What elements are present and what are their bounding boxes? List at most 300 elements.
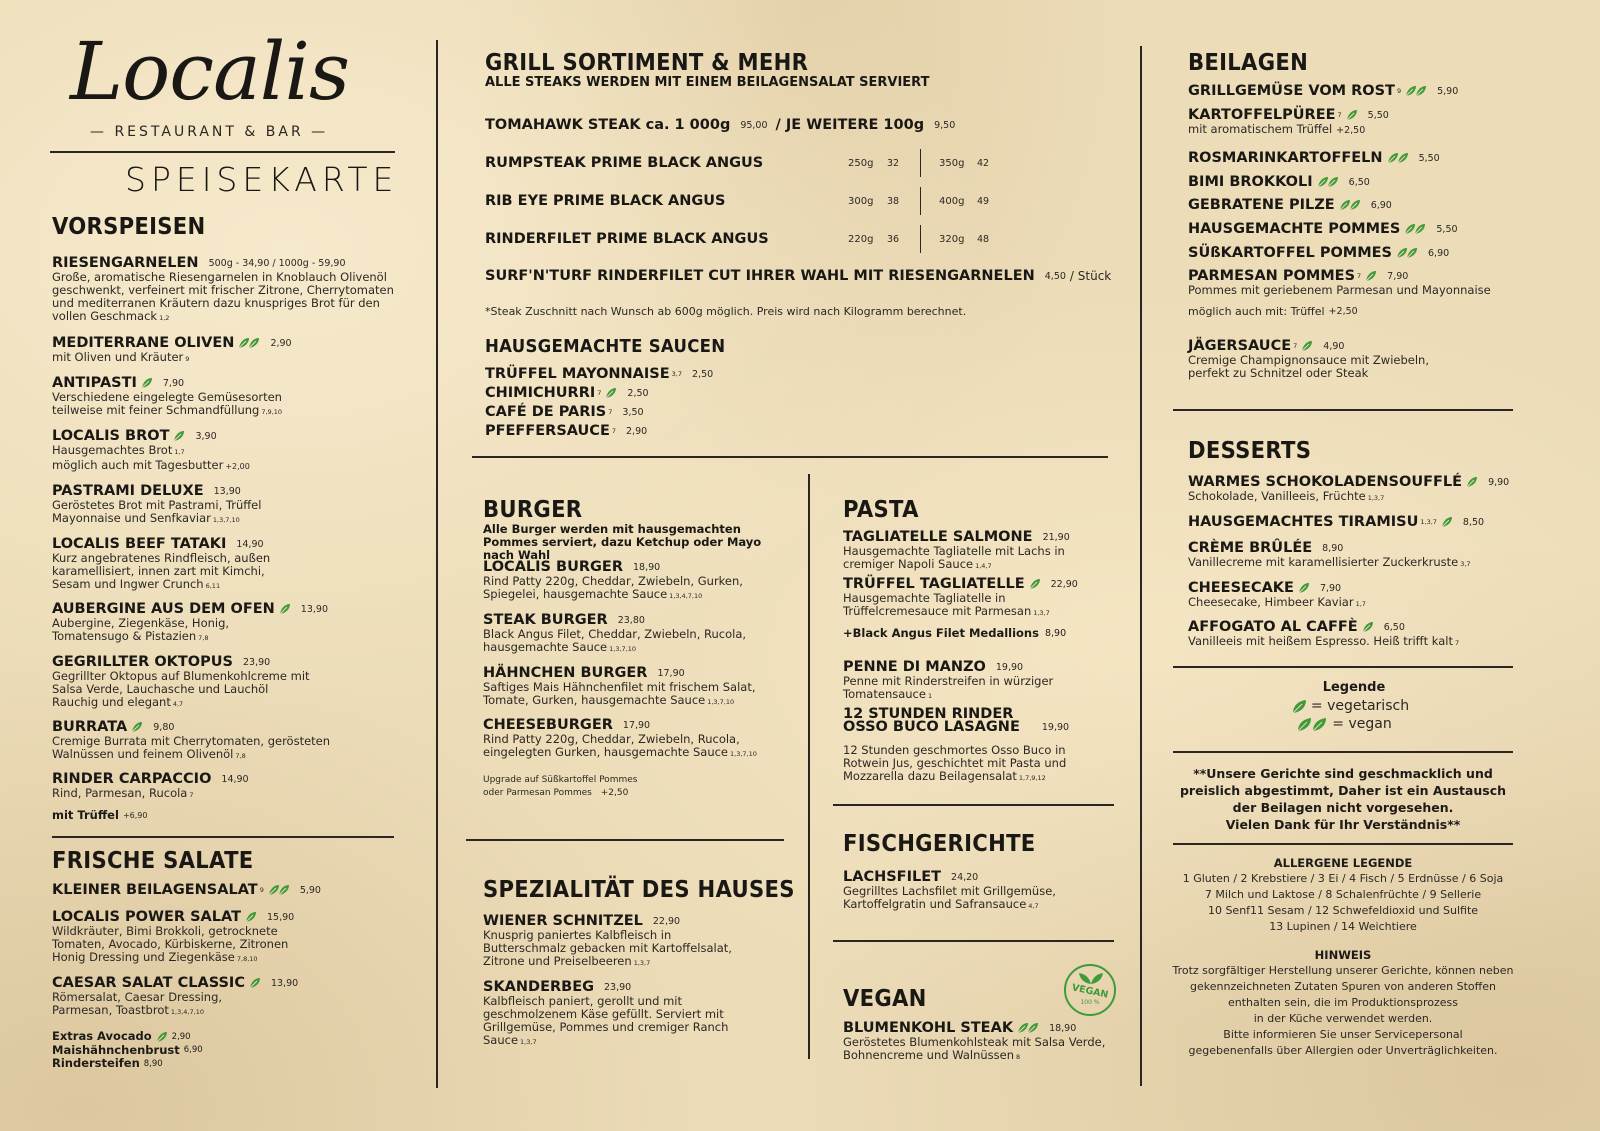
hinweis-line: gegebenenfalls über Allergien oder Unverträglichkeiten. (1188, 1044, 1498, 1057)
legende-veg: = vegetarisch (1310, 698, 1410, 714)
menu-item-header (483, 913, 793, 929)
menu-item-price: 23,80 (617, 614, 645, 626)
section-title-pasta: PASTA (843, 497, 919, 523)
section-title-vorspeisen: VORSPEISEN (52, 214, 206, 240)
sauce-item (485, 423, 785, 439)
menu-item-desc (1188, 123, 1518, 137)
hinweis-line: Trotz sorgfältiger Herstellung unserer Gerichte, können neben (1172, 964, 1514, 977)
menu-item-price: 6,50 (1348, 176, 1370, 188)
burger-subtitle: Alle Burger werden mit hausgemachten Pommes serviert, dazu Ketchup oder Mayo nach Wahl (483, 522, 762, 562)
hinweis-line: Bitte informieren Sie unser Servicepersonal (1223, 1028, 1463, 1041)
menu-item-header (52, 909, 407, 925)
pasta-addon-price: 8,90 (1044, 627, 1067, 639)
steak-weight-1: 250g (848, 158, 874, 169)
menu-item-desc (483, 628, 783, 656)
menu-item-price: 3,90 (195, 430, 217, 442)
menu-item-extra-text: mit Trüffel (52, 808, 119, 822)
menu-item-allergens: 7,8 (198, 634, 209, 642)
divider-pasta (833, 804, 1114, 806)
menu-item-price: 17,90 (622, 719, 651, 731)
menu-item-allergens: 7,8 (235, 752, 246, 760)
menu-item-desc-text: Hausgemachte Tagliatelle in Trüffelcremesauce mit Parmesan (843, 591, 1032, 618)
menu-item-name: CHEESECAKE (1188, 580, 1294, 596)
double-leaf-icon (268, 884, 290, 896)
menu-item-price: 23,90 (604, 981, 632, 993)
menu-item-allergens: 8 (1016, 1053, 1021, 1061)
burger-item (483, 665, 793, 709)
leaf-icon (156, 1031, 168, 1043)
menu-item-header (52, 255, 407, 271)
menu-item-price: 2,50 (627, 387, 649, 399)
salat-extra-price: 2,90 (171, 1031, 191, 1042)
hinweis-title: HINWEIS (1314, 948, 1372, 962)
steak-note: *Steak Zuschnitt nach Wunsch ab 600g möglich. Preis wird nach Kilogramm berechnet. (485, 305, 967, 318)
menu-item-name: ANTIPASTI (52, 375, 137, 391)
menu-item-extra-price: +6,90 (122, 810, 148, 820)
vorspeise-item (52, 255, 407, 325)
vorspeise-item (52, 601, 407, 645)
menu-item-name: MEDITERRANE OLIVEN (52, 335, 235, 351)
menu-item-desc-text: Cremige Burrata mit Cherrytomaten, gerösteten Walnüssen und feinem Olivenöl (52, 734, 331, 761)
menu-item-price: 7,90 (1319, 582, 1342, 594)
section-burger (483, 497, 793, 562)
section-title-desserts: DESSERTS (1188, 438, 1312, 464)
steak-price-2: 49 (977, 196, 990, 207)
legende (1173, 680, 1513, 732)
double-leaf-icon (1396, 247, 1418, 259)
menu-item-allergens: 7,8,10 (236, 955, 258, 963)
vorspeise-item (52, 536, 407, 593)
section-pasta (843, 497, 1123, 523)
menu-item-desc-text: Große, aromatische Riesengarnelen in Knoblauch Olivenöl geschwenkt, verfeinert mit frischer Zitrone, Cherrytomaten und mediterranen Kräutern dazu knuspriges Brot für den vollen Geschmack (52, 270, 394, 323)
menu-item-name: TRÜFFEL TAGLIATELLE (843, 576, 1025, 592)
logo-tagline: — RESTAURANT & BAR — (90, 124, 329, 140)
dessert-item (1188, 514, 1528, 530)
pasta-item (843, 708, 1123, 785)
hinweis-line: gekennzeichneten Zutaten Spuren von anderen Stoffen (1190, 980, 1496, 993)
menu-item-name: 12 STUNDEN RINDER (843, 706, 1014, 722)
section-spezialitaet (483, 877, 793, 903)
menu-item-name: HÄHNCHEN BURGER (483, 665, 648, 681)
pasta-addon-text: +Black Angus Filet Medallions (843, 626, 1039, 640)
truffle-note-text: möglich auch mit: Trüffel (1188, 305, 1325, 318)
menu-item-header (483, 665, 793, 681)
menu-item-desc-text: Cheesecake, Himbeer Kaviar (1188, 595, 1354, 609)
notice-line: **Unsere Gerichte sind geschmacklich und (1193, 766, 1493, 781)
leaf-icon (1362, 621, 1374, 633)
steak-price-2: 48 (977, 234, 990, 245)
menu-item-allergens: 7 (608, 408, 613, 416)
allergene-title: ALLERGENE LEGENDE (1273, 856, 1413, 870)
menu-item-price: 8,50 (1462, 516, 1485, 528)
double-leaf-icon (1405, 85, 1427, 97)
menu-item-allergens: 7 (1337, 111, 1342, 119)
menu-item-price: 13,90 (300, 603, 328, 615)
vorspeise-item (52, 375, 407, 419)
allergene-line: 10 Senf11 Sesam / 12 Schwefeldioxid und Sulfite (1207, 904, 1479, 917)
menu-item-price: 19,90 (1041, 722, 1070, 733)
menu-item-name: RIESENGARNELEN (52, 255, 199, 271)
menu-item-desc-text: Rind, Parmesan, Rucola (52, 786, 188, 800)
notice (1173, 765, 1513, 833)
menu-item-name: RINDER CARPACCIO (52, 771, 212, 787)
hinweis (1170, 947, 1516, 1059)
menu-item-header (843, 659, 1123, 675)
divider-notice (1173, 843, 1513, 845)
menu-item-name: PFEFFERSAUCE (485, 423, 610, 439)
menu-item-name: ROSMARINKARTOFFELN (1188, 150, 1383, 166)
section-title-spezialitaet: SPEZIALITÄT DES HAUSES (483, 877, 795, 903)
menu-item-price: 6,50 (1383, 621, 1405, 633)
menu-item-desc (52, 925, 297, 966)
menu-item-header (485, 404, 785, 420)
leaf-icon (1466, 476, 1478, 488)
burger-upgrade-text: Upgrade auf Süßkartoffel Pommes oder Parmesan Pommes (483, 775, 638, 798)
menu-item-allergens: 3,7 (671, 370, 682, 378)
salat-item (52, 909, 407, 966)
notice-line: Vielen Dank für Ihr Verständnis** (1225, 817, 1461, 832)
section-vorspeisen (52, 214, 407, 240)
menu-item-price: 2,90 (270, 337, 292, 349)
menu-item-allergens: 4,7 (1028, 902, 1039, 910)
menu-item-desc-text: Hausgemachte Tagliatelle mit Lachs in cremiger Napoli Sauce (843, 544, 1065, 571)
menu-item-header (1188, 174, 1528, 190)
menu-item-header (1188, 83, 1528, 99)
section-title-vegan: VEGAN (843, 986, 927, 1012)
menu-item-desc (843, 592, 1068, 620)
beilage-item (1188, 221, 1528, 237)
menu-item-name: AUBERGINE AUS DEM OFEN (52, 601, 275, 617)
menu-item-price: 7,90 (1387, 270, 1409, 282)
menu-item-name: PASTRAMI DELUXE (52, 483, 204, 499)
menu-item-header (483, 559, 793, 575)
leaf-icon (1298, 582, 1310, 594)
vertical-divider-1 (436, 40, 438, 1088)
menu-item-price: 21,90 (1042, 531, 1070, 543)
menu-item-price: 13,90 (213, 485, 241, 497)
menu-item-desc-text: Gegrilltes Lachsfilet mit Grillgemüse, Kartoffelgratin und Safransauce (843, 884, 1056, 911)
menu-item-desc-text: Saftiges Mais Hähnchenfilet mit frischem Salat, Tomate, Gurken, hausgemachte Sauce (483, 680, 756, 707)
menu-item-price: 9,80 (153, 721, 175, 733)
menu-item-header (843, 869, 1123, 885)
menu-item-price: 5,90 (299, 884, 321, 896)
menu-item-desc-text: Geröstetes Brot mit Pastrami, Trüffel Mayonnaise und Senfkaviar (52, 498, 262, 525)
salat-item (52, 975, 407, 1019)
section-title-grill: GRILL SORTIMENT & MEHR (485, 50, 809, 76)
pasta-addon (843, 626, 1066, 640)
menu-item-name: GRILLGEMÜSE VOM ROST (1188, 83, 1395, 99)
leaf-icon (605, 387, 617, 399)
menu-item-header (1188, 245, 1528, 261)
section-title-beilagen: BEILAGEN (1188, 50, 1309, 76)
menu-item-price: 3,50 (622, 406, 644, 418)
leaf-icon (249, 977, 261, 989)
menu-item-desc-text: Vanilleeis mit heißem Espresso. Heiß trifft kalt (1188, 634, 1453, 648)
section-salate (52, 848, 407, 874)
menu-item-allergens: 9 (185, 355, 190, 363)
menu-item-header (1188, 268, 1528, 284)
surf-turf-price: 4,50 (1044, 270, 1066, 282)
menu-item-price: 14,90 (221, 773, 249, 785)
vegan-item (843, 1020, 1133, 1064)
menu-item-name: PARMESAN POMMES (1188, 268, 1356, 284)
menu-item-name: SÜßKARTOFFEL POMMES (1188, 245, 1392, 261)
surf-turf-unit: / Stück (1069, 269, 1112, 283)
menu-item-allergens: 1,3,7 (1033, 609, 1050, 617)
menu-item-desc (483, 575, 783, 603)
pasta-item (843, 529, 1123, 573)
menu-item-desc (52, 444, 312, 459)
menu-item-desc (52, 271, 400, 325)
fisch-item (843, 869, 1123, 913)
menu-item-allergens: 1,3,7,10 (212, 516, 240, 524)
menu-item-desc-text: mit Oliven und Kräuter (52, 350, 184, 364)
menu-item-name: STEAK BURGER (483, 612, 608, 628)
menu-item-desc (52, 552, 292, 593)
menu-item-price: 5,50 (1418, 152, 1440, 164)
double-leaf-icon (1296, 717, 1328, 732)
menu-item-name: HAUSGEMACHTE POMMES (1188, 221, 1401, 237)
menu-item-name: WARMES SCHOKOLADENSOUFFLÉ (1188, 474, 1463, 490)
menu-item-allergens: 3,7 (1460, 560, 1471, 568)
menu-item-desc-text: Pommes mit geriebenem Parmesan und Mayonnaise (1188, 283, 1491, 297)
menu-item-desc (483, 929, 758, 970)
menu-item-desc (52, 351, 352, 366)
notice-line: der Beilagen nicht vorgesehen. (1232, 800, 1454, 815)
menu-item-price: 5,50 (1367, 109, 1389, 121)
logo-divider (50, 151, 395, 153)
salat-extras (52, 1030, 252, 1071)
double-leaf-icon (238, 337, 260, 349)
menu-item-desc-text: Kalbfleisch paniert, gerollt und mit geschmolzenem Käse gefüllt. Serviert mit Grillgemüse, Pommes und cremiger Ranch Sauce (483, 994, 729, 1047)
allergene-legende (1173, 855, 1513, 935)
steak-price-2: 42 (977, 158, 990, 169)
menu-item-desc (52, 499, 292, 527)
menu-item-name: GEBRATENE PILZE (1188, 197, 1335, 213)
steak-weight-1: 220g (848, 234, 874, 245)
badge-leaf-icon (1078, 971, 1104, 985)
menu-item-allergens: 1,3,7,10 (609, 645, 637, 653)
spezialitaet-item (483, 913, 793, 970)
dessert-item (1188, 619, 1528, 650)
divider-beilagen (1173, 409, 1513, 411)
steak-price-1: 38 (887, 196, 900, 207)
menu-item-header (485, 366, 785, 382)
menu-item-header (843, 576, 1123, 592)
allergene-line: 13 Lupinen / 14 Weichtiere (1269, 920, 1417, 933)
menu-item-name: TRÜFFEL MAYONNAISE (485, 366, 670, 382)
menu-item-name: GEGRILLTER OKTOPUS (52, 654, 233, 670)
menu-item-desc-text: Schokolade, Vanilleeis, Früchte (1188, 489, 1366, 503)
menu-item-desc-text: Knusprig paniertes Kalbfleisch in Butterschmalz gebacken mit Kartoffelsalat, Zitrone und Preiselbeeren (483, 928, 732, 968)
divider-fisch (833, 940, 1114, 942)
menu-item-allergens: 1,3,7 (1420, 518, 1437, 526)
menu-item-desc-text: mit aromatischem Trüffel (1188, 122, 1333, 136)
menu-item-name: KARTOFFELPÜREE (1188, 107, 1336, 123)
menu-item-price: 7,90 (162, 377, 185, 389)
menu-item-header (52, 654, 407, 670)
leaf-icon (131, 721, 143, 733)
menu-item-desc-text: Geröstetes Blumenkohlsteak mit Salsa Verde, Bohnencreme und Walnüssen (843, 1035, 1106, 1062)
section-beilagen (1188, 50, 1528, 76)
beilage-item (1188, 197, 1528, 213)
beilage-item (1188, 174, 1528, 190)
menu-item-price: 22,90 (1050, 578, 1078, 590)
legende-vegan: = vegan (1332, 716, 1392, 732)
menu-item-header (52, 335, 407, 351)
menu-item-desc-text: Gegrillter Oktopus auf Blumenkohlcreme mit Salsa Verde, Lauchasche und Lauchöl Rauchig und elegant (52, 669, 310, 709)
steak-weight-1: 300g (848, 196, 874, 207)
menu-item-header (1188, 107, 1528, 123)
leaf-icon (173, 430, 185, 442)
menu-item-name2: OSSO BUCO LASAGNE (843, 719, 1020, 735)
truffle-note-price: +2,50 (1328, 306, 1358, 317)
menu-item-price: 14,90 (236, 538, 264, 550)
divider-burger (466, 839, 784, 841)
menu-item-header (1188, 580, 1528, 596)
menu-item-header (1188, 540, 1528, 556)
vegan-badge-label: VEGAN (1070, 982, 1110, 1001)
steak-weight-2: 400g (939, 196, 965, 207)
salat-extra-name: Rindersteifen (52, 1056, 140, 1070)
burger-upgrade-price: +2,50 (600, 788, 629, 798)
vorspeise-item (52, 654, 407, 711)
pasta-item (843, 659, 1123, 703)
steak-price-1: 32 (887, 158, 900, 169)
menu-item-price: 19,90 (995, 661, 1024, 673)
tomahawk-price: 95,00 (740, 119, 768, 131)
hinweis-line: enthalten sein, die im Produktionsprozess (1227, 996, 1459, 1009)
menu-item-name: CAFÉ DE PARIS (485, 404, 607, 420)
allergene-line: 1 Gluten / 2 Krebstiere / 3 Ei / 4 Fisch / 5 Erdnüsse / 6 Soja (1182, 872, 1504, 885)
menu-item-price: 24,20 (951, 871, 979, 883)
menu-item-allergens: 1,3,7,10 (730, 750, 757, 758)
menu-item-header (843, 1020, 1133, 1036)
menu-item-desc-text: Kurz angebratenes Rindfleisch, außen karamellisiert, innen zart mit Kimchi, Sesam und Ingwer Crunch (52, 551, 271, 591)
leaf-icon (141, 377, 153, 389)
menu-item-header (1188, 514, 1528, 530)
menu-item-allergens: 1,7 (174, 448, 185, 456)
menu-item-name: CRÈME BRÛLÉE (1188, 540, 1313, 556)
menu-item-header (52, 771, 407, 787)
double-leaf-icon (1339, 199, 1361, 211)
burger-item (483, 559, 793, 603)
notice-line: preislich abgestimmt, Daher ist ein Austausch (1179, 783, 1507, 798)
section-title-fisch: FISCHGERICHTE (843, 831, 1036, 857)
menu-item-name: PENNE DI MANZO (843, 659, 986, 675)
section-fisch (843, 831, 1123, 857)
tomahawk-price2: 9,50 (934, 119, 956, 131)
menu-item-desc2-price: +2,00 (225, 462, 250, 471)
section-desserts (1188, 438, 1528, 464)
steak-name: RUMPSTEAK PRIME BLACK ANGUS (485, 155, 764, 171)
menu-item-header (52, 601, 407, 617)
divider-col1 (52, 836, 394, 838)
beilage-item (1188, 83, 1528, 99)
leaf-icon (1291, 699, 1307, 714)
menu-item-allergens: 1 (927, 692, 933, 700)
legende-title: Legende (1322, 680, 1386, 695)
section-title-burger: BURGER (483, 497, 583, 523)
tomahawk-name: TOMAHAWK STEAK ca. 1 000g (485, 117, 731, 133)
salat-item (52, 882, 407, 898)
menu-item-name: BIMI BROKKOLI (1188, 174, 1313, 190)
menu-item-desc (483, 681, 783, 709)
menu-item-desc (843, 1036, 1113, 1064)
menu-item-desc (843, 744, 1093, 785)
jaegersauce (1188, 338, 1518, 380)
menu-item-price: 5,90 (1437, 85, 1459, 97)
menu-item-desc (1188, 284, 1518, 297)
menu-item-desc (52, 670, 312, 711)
menu-item-price: 13,90 (270, 977, 299, 989)
vertical-divider-2 (1140, 46, 1142, 1086)
leaf-icon (1346, 109, 1358, 121)
menu-item-price: 2,90 (626, 425, 648, 437)
menu-item-desc-text: Aubergine, Ziegenkäse, Honig, Tomatensugo & Pistazien (52, 616, 230, 643)
section-title-salate: FRISCHE SALATE (52, 848, 254, 874)
menu-item-desc (843, 885, 1083, 913)
menu-item-header (843, 529, 1123, 545)
menu-item-name: BLUMENKOHL STEAK (843, 1020, 1014, 1036)
menu-item-allergens: 1,2 (159, 314, 170, 322)
menu-item-name: SKANDERBEG (483, 979, 595, 995)
menu-item-header (1188, 221, 1528, 237)
leaf-icon (1441, 516, 1453, 528)
menu-item-header (1188, 197, 1528, 213)
jaegersauce-name: JÄGERSAUCE (1188, 338, 1292, 354)
salat-extra-name: Maishähnchenbrust (52, 1042, 180, 1057)
menu-item-header (483, 979, 793, 995)
salat-extra-row (52, 1044, 252, 1058)
menu-item-name: CHEESEBURGER (483, 717, 613, 733)
menu-item-price: 2,50 (692, 368, 714, 380)
beilage-item (1188, 107, 1528, 137)
steak-cell-divider (920, 187, 921, 215)
steak-cell-divider (920, 149, 921, 177)
menu-item-desc-text: Rind Patty 220g, Cheddar, Zwiebeln, Rucola, eingelegten Gurken, hausgemachte Sauce (483, 732, 740, 759)
leaf-icon (1301, 340, 1313, 352)
menu-item-allergens: 9 (1396, 87, 1402, 95)
steak-price-1: 36 (887, 234, 900, 245)
truffle-note (1188, 305, 1358, 318)
menu-title: SPEISEKARTE (125, 160, 399, 199)
menu-item-allergens: 7 (1454, 639, 1460, 647)
divider-grill (472, 456, 1108, 458)
menu-item-name: LOCALIS BURGER (483, 559, 624, 575)
menu-item-desc (1188, 596, 1518, 611)
menu-item-desc (1188, 635, 1518, 650)
tomahawk-row (485, 117, 955, 133)
menu-item-price: 500g - 34,90 / 1000g - 59,90 (208, 257, 346, 269)
dessert-item (1188, 580, 1528, 611)
menu-item-header (1188, 474, 1528, 490)
leaf-icon (1029, 578, 1041, 590)
menu-item-desc-text: 12 Stunden geschmortes Osso Buco in Rotwein Jus, geschichtet mit Pasta und Mozzarella dazu Beilagensalat (843, 743, 1067, 783)
salat-extra-price: 6,90 (183, 1045, 203, 1056)
double-leaf-icon (1387, 152, 1409, 164)
menu-item-header (52, 483, 407, 499)
menu-item-allergens: 4,7 (172, 700, 184, 708)
menu-item-allergens: 1,3,7 (1367, 494, 1385, 502)
menu-item-desc (52, 735, 342, 763)
menu-item-desc (52, 787, 312, 802)
double-leaf-icon (1404, 223, 1426, 235)
menu-item-price: 15,90 (267, 911, 295, 923)
menu-item-desc (52, 391, 292, 419)
logo (50, 22, 400, 212)
menu-item-header (485, 423, 785, 439)
